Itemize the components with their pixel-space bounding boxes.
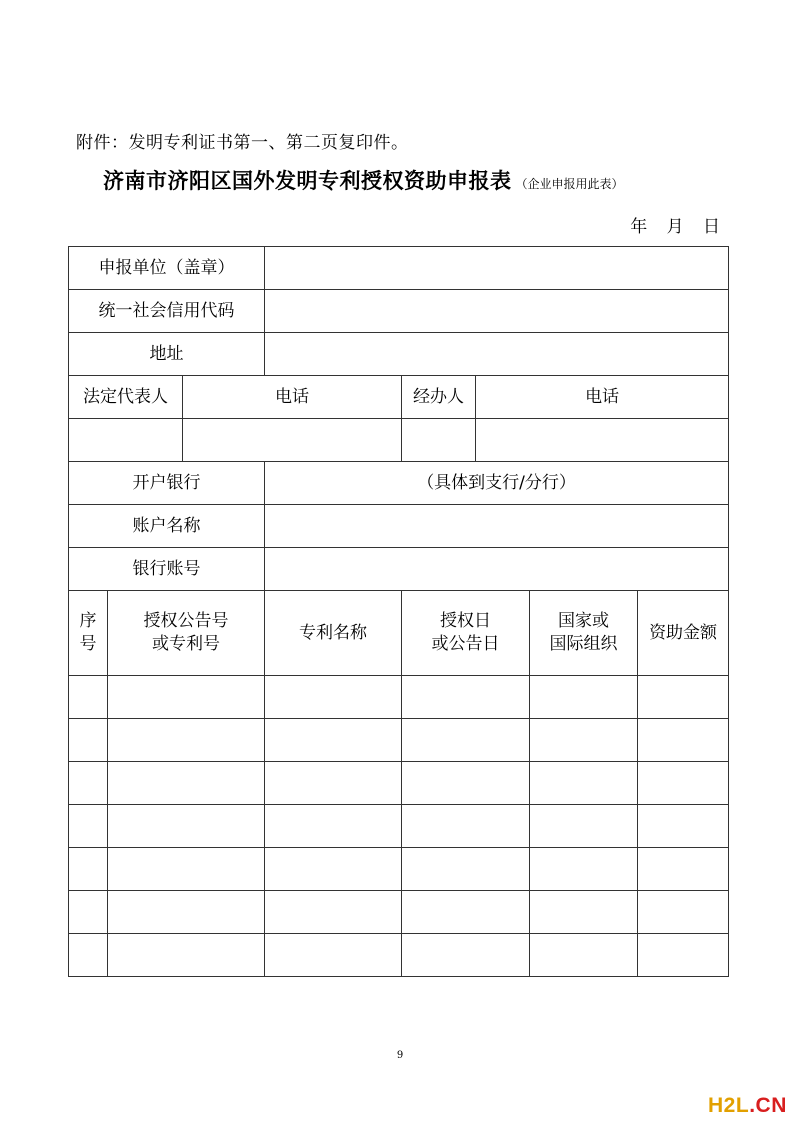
grant-no-cell[interactable] bbox=[108, 934, 265, 977]
page-number: 9 bbox=[396, 1050, 404, 1061]
grant-no-cell[interactable] bbox=[108, 762, 265, 805]
country-cell[interactable] bbox=[530, 805, 638, 848]
account-number-row bbox=[69, 548, 729, 591]
grant-no-cell[interactable] bbox=[108, 719, 265, 762]
grant-date-header-line2: 或公告日 bbox=[431, 634, 500, 654]
table-row bbox=[69, 676, 729, 719]
patent-name-header: 专利名称 bbox=[265, 591, 402, 676]
credit-code-label: 统一社会信用代码 bbox=[69, 290, 265, 333]
contact-header-row bbox=[69, 376, 729, 419]
attachment-note: 附件：发明专利证书第一、第二页复印件。 bbox=[76, 133, 409, 153]
country-cell[interactable] bbox=[530, 676, 638, 719]
account-name-label: 账户名称 bbox=[69, 505, 265, 548]
country-cell[interactable] bbox=[530, 719, 638, 762]
bank-input-cell[interactable]: （具体到支行/分行） bbox=[265, 462, 729, 505]
seq-cell[interactable] bbox=[69, 934, 108, 977]
grant-date-cell[interactable] bbox=[402, 676, 530, 719]
applicant-input-cell[interactable] bbox=[265, 247, 729, 290]
patent-name-cell[interactable] bbox=[265, 848, 402, 891]
patent-header-row bbox=[69, 591, 729, 676]
address-input-cell[interactable] bbox=[265, 333, 729, 376]
patent-name-cell[interactable] bbox=[265, 934, 402, 977]
grant-no-cell[interactable] bbox=[108, 676, 265, 719]
application-form-table bbox=[68, 246, 729, 977]
seq-cell[interactable] bbox=[69, 848, 108, 891]
grant-date-cell[interactable] bbox=[402, 891, 530, 934]
contact-input-row bbox=[69, 419, 729, 462]
country-cell[interactable] bbox=[530, 762, 638, 805]
seq-cell[interactable] bbox=[69, 762, 108, 805]
table-row bbox=[69, 719, 729, 762]
country-header-line2: 国际组织 bbox=[549, 634, 618, 654]
seq-header bbox=[69, 591, 108, 676]
account-name-row bbox=[69, 505, 729, 548]
patent-name-cell[interactable] bbox=[265, 676, 402, 719]
grant-no-header-line2: 或专利号 bbox=[152, 634, 221, 654]
account-number-label: 银行账号 bbox=[69, 548, 265, 591]
title-row bbox=[103, 165, 743, 195]
handler-phone-label: 电话 bbox=[476, 376, 729, 419]
grant-no-cell[interactable] bbox=[108, 848, 265, 891]
amount-cell[interactable] bbox=[638, 934, 729, 977]
table-row bbox=[69, 934, 729, 977]
account-number-input-cell[interactable] bbox=[265, 548, 729, 591]
seq-cell[interactable] bbox=[69, 805, 108, 848]
country-cell[interactable] bbox=[530, 891, 638, 934]
amount-cell[interactable] bbox=[638, 719, 729, 762]
table-row bbox=[69, 848, 729, 891]
grant-date-cell[interactable] bbox=[402, 719, 530, 762]
applicant-label: 申报单位（盖章） bbox=[69, 247, 265, 290]
seq-header-line2: 号 bbox=[79, 634, 97, 654]
date-line: 年 月 日 bbox=[630, 217, 720, 237]
country-header-line1: 国家或 bbox=[558, 611, 610, 632]
site-watermark bbox=[708, 1094, 787, 1118]
patent-name-cell[interactable] bbox=[265, 719, 402, 762]
amount-cell[interactable] bbox=[638, 762, 729, 805]
legal-rep-label: 法定代表人 bbox=[69, 376, 183, 419]
address-label: 地址 bbox=[69, 333, 265, 376]
bank-row bbox=[69, 462, 729, 505]
credit-code-input-cell[interactable] bbox=[265, 290, 729, 333]
grant-date-cell[interactable] bbox=[402, 762, 530, 805]
form-title: 济南市济阳区国外发明专利授权资助申报表 bbox=[103, 169, 512, 193]
applicant-row bbox=[69, 247, 729, 290]
table-row bbox=[69, 891, 729, 934]
grant-no-header-line1: 授权公告号 bbox=[143, 611, 229, 632]
bank-label: 开户银行 bbox=[69, 462, 265, 505]
country-cell[interactable] bbox=[530, 848, 638, 891]
amount-cell[interactable] bbox=[638, 891, 729, 934]
patent-name-cell[interactable] bbox=[265, 891, 402, 934]
grant-date-header bbox=[402, 591, 530, 676]
country-cell[interactable] bbox=[530, 934, 638, 977]
amount-cell[interactable] bbox=[638, 805, 729, 848]
patent-name-cell[interactable] bbox=[265, 805, 402, 848]
handler-label: 经办人 bbox=[402, 376, 476, 419]
seq-cell[interactable] bbox=[69, 676, 108, 719]
credit-code-row bbox=[69, 290, 729, 333]
grant-date-header-line1: 授权日 bbox=[440, 611, 492, 632]
form-subtitle: （企业申报用此表） bbox=[515, 177, 624, 191]
table-row bbox=[69, 805, 729, 848]
amount-header: 资助金额 bbox=[638, 591, 729, 676]
grant-date-cell[interactable] bbox=[402, 934, 530, 977]
watermark-tld: .CN bbox=[749, 1094, 787, 1117]
patent-name-cell[interactable] bbox=[265, 762, 402, 805]
amount-cell[interactable] bbox=[638, 676, 729, 719]
legal-rep-input-cell[interactable] bbox=[69, 419, 183, 462]
address-row bbox=[69, 333, 729, 376]
grant-no-cell[interactable] bbox=[108, 805, 265, 848]
legal-rep-phone-input-cell[interactable] bbox=[183, 419, 402, 462]
grant-no-cell[interactable] bbox=[108, 891, 265, 934]
grant-date-cell[interactable] bbox=[402, 805, 530, 848]
handler-phone-input-cell[interactable] bbox=[476, 419, 729, 462]
account-name-input-cell[interactable] bbox=[265, 505, 729, 548]
watermark-brand: H2L bbox=[708, 1094, 750, 1117]
seq-cell[interactable] bbox=[69, 891, 108, 934]
country-header bbox=[530, 591, 638, 676]
amount-cell[interactable] bbox=[638, 848, 729, 891]
grant-no-header bbox=[108, 591, 265, 676]
handler-input-cell[interactable] bbox=[402, 419, 476, 462]
seq-header-line1: 序 bbox=[79, 611, 97, 632]
seq-cell[interactable] bbox=[69, 719, 108, 762]
table-row bbox=[69, 762, 729, 805]
legal-rep-phone-label: 电话 bbox=[183, 376, 402, 419]
grant-date-cell[interactable] bbox=[402, 848, 530, 891]
